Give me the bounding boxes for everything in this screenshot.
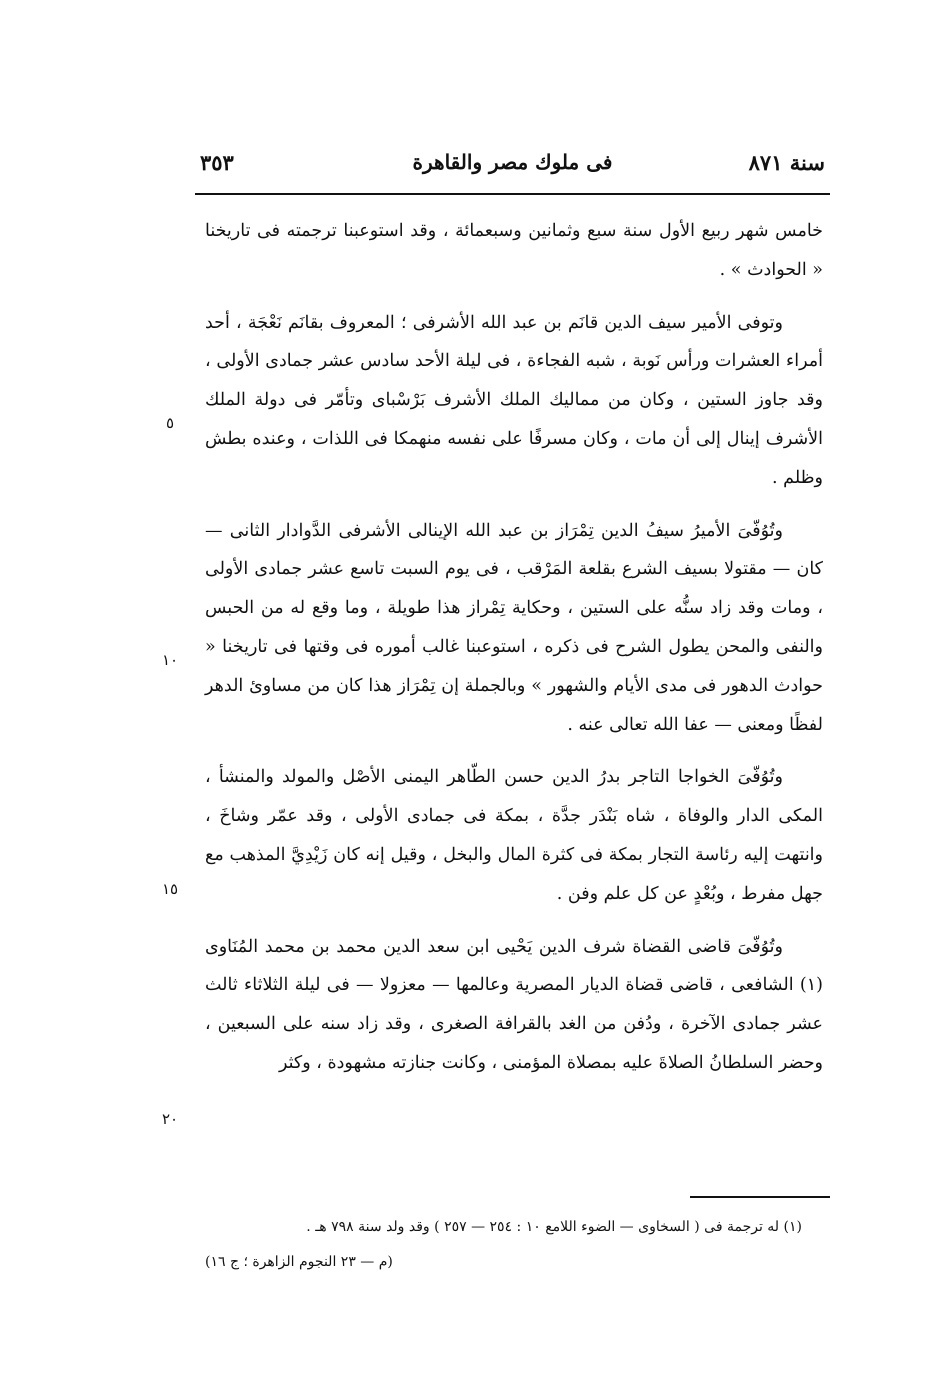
line-number-20: ٢٠ bbox=[161, 1110, 179, 1128]
paragraph-4: وتُوُفّىَ الخواجا التاجر بدرُ الدين حسن الطّاهر اليمنى الأصْل والمولد والمنشأ ، المكى الدار والوفاة ، شاه بَنْدَر جدَّة ، بمكة فى جمادى الأولى ، وقد عمّر وشاخَ ، وانتهت إليه رئاسة التجار بمكة فى كثرة المال والبخل ، وقيل إنه كان زَيْدِيَّ المذهب مع جهل مفرط ، وبُعْدٍ عن كل علم وفن . bbox=[205, 767, 823, 904]
line-number-5: ٥ bbox=[165, 414, 175, 432]
line-number-15: ١٥ bbox=[161, 880, 179, 898]
footnote-rule bbox=[690, 1196, 830, 1198]
paragraph-3: وتُوُفّىَ الأميرُ سيفُ الدين تِمْرَاز بن عبد الله الإينالى الأشرفى الدَّوادار الثانى — كان — مقتولا بسيف الشرع بقلعة المَرْقب ، فى يوم السبت تاسع عشر جمادى الأولى ، ومات وقد زاد سنُّه على الستين ، وحكاية تِمْراز هذا طويلة ، وما وقع له من الحبس والنفى والمحن يطول الشرح فى ذكره ، استوعبنا غالب أموره فى وقتها فى تاريخنا « حوادث الدهور فى مدى الأيام والشهور » وبالجملة إن تِمْرَاز هذا كان من مساوئ الدهر لفظًا ومعنى — عفا الله تعالى عنه . bbox=[205, 520, 823, 735]
signature-mark: (م — ٢٣ النجوم الزاهرة ؛ ج ١٦) bbox=[205, 1254, 393, 1270]
running-header bbox=[200, 150, 825, 186]
header-rule bbox=[195, 193, 830, 195]
paragraph-1: خامس شهر ربيع الأول سنة سبع وثمانين وسبعمائة ، وقد استوعبنا ترجمته فى تاريخنا « الحوادث » . bbox=[205, 221, 823, 280]
footnote: (١) له ترجمة فى ( السخاوى — الضوء اللامع ١٠ : ٢٥٤ — ٢٥٧ ) وقد ولد سنة ٧٩٨ هـ . bbox=[306, 1219, 802, 1235]
line-number-10: ١٠ bbox=[161, 651, 179, 669]
paragraph-2: وتوفى الأمير سيف الدين قانَم بن عبد الله الأشرفى ؛ المعروف بقانَم نَعْجَة ، أحد أمراء العشرات ورأس نَوبة ، شبه الفجاءة ، فى ليلة الأحد سادس عشر جمادى الأولى ، وقد جاوز الستين ، وكان من مماليك الملك الأشرف بَرْسْباى وتأمّر فى دولة الملك الأشرف إينال إلى أن مات ، وكان مسرفًا على نفسه منهمكا فى اللذات ، وعنده بطش وظلم . bbox=[205, 312, 823, 488]
page-number: ٣٥٣ bbox=[200, 150, 234, 175]
header-title: فى ملوك مصر والقاهرة bbox=[412, 150, 613, 174]
header-year: سنة ٨٧١ bbox=[748, 150, 825, 175]
main-text bbox=[205, 212, 823, 1083]
paragraph-5: وتُوُفّىَ قاضى القضاة شرف الدين يَحْيى ابن سعد الدين محمد بن محمد المُنَاوى (١) الشافعى ، قاضى قضاة الديار المصرية وعالمها — معزولا — فى ليلة الثلاثاء ثالث عشر جمادى الآخرة ، ودُفن من الغد بالقرافة الصغرى ، وقد زاد سنه على السبعين ، وحضر السلطانُ الصلاةَ عليه بمصلاة المؤمنى ، وكانت جنازته مشهودة ، وكثر bbox=[205, 936, 823, 1073]
